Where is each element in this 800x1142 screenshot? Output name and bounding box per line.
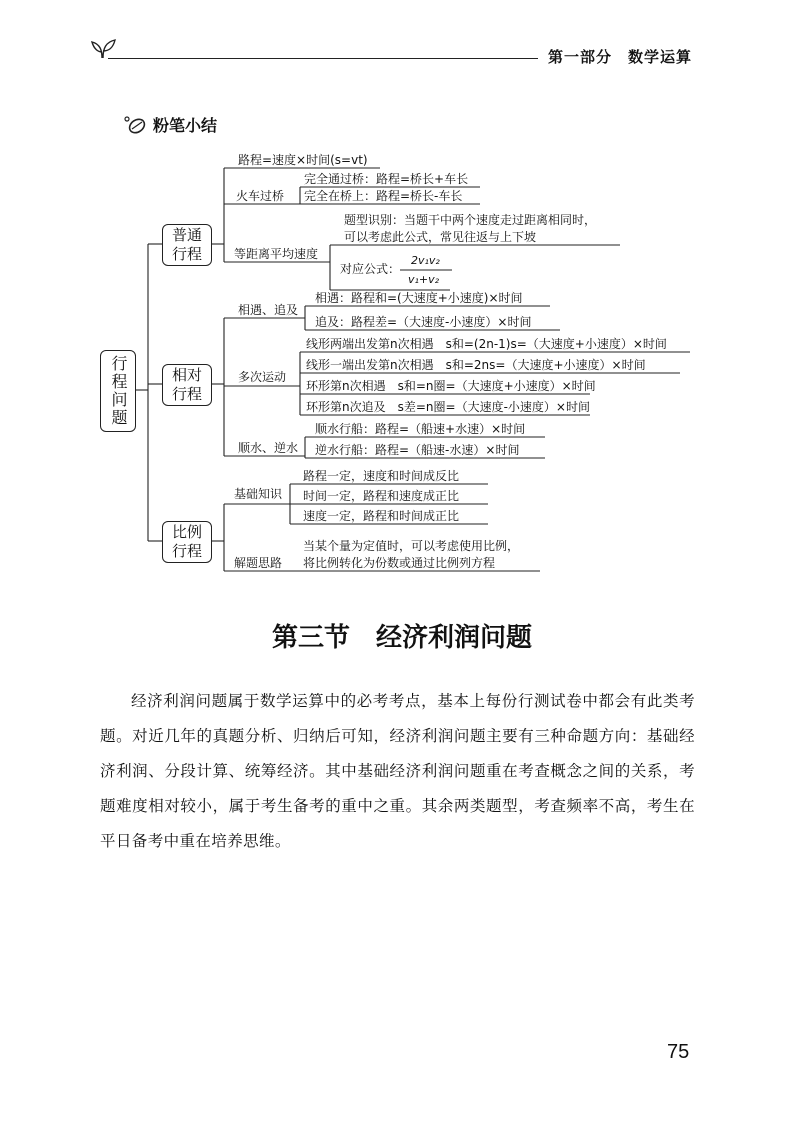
mindmap-root — [100, 350, 136, 432]
section-heading: 第三节 经济利润问题 — [272, 623, 533, 653]
boat-rule: 顺水行船：路程=（船速+水速）×时间 — [315, 422, 526, 436]
approach-text: 将比例转化为份数或通过比例列方程 — [303, 556, 496, 570]
summary-label: 粉笔小结 — [153, 116, 218, 135]
category-label: 相对行程 — [171, 366, 202, 403]
basics-label: 基础知识 — [234, 487, 283, 501]
basics-rule: 路程一定，速度和时间成反比 — [303, 469, 460, 483]
avg-speed-recognition: 可以考虑此公式，常见往返与上下坡 — [344, 230, 537, 244]
multi-label: 多次运动 — [238, 370, 287, 384]
header-title: 第一部分 数学运算 — [548, 48, 693, 66]
root-label: 行程问题 — [109, 355, 128, 427]
avg-speed-label: 等距离平均速度 — [234, 247, 319, 261]
multi-rule: 线形一端出发第n次相遇 s和=2ns=（大速度+小速度）×时间 — [306, 358, 646, 372]
basics-rule: 时间一定，路程和速度成正比 — [303, 489, 460, 503]
page-number: 75 — [667, 1041, 690, 1063]
category-box-ratio — [162, 521, 212, 563]
approach-label: 解题思路 — [234, 556, 283, 570]
multi-rule: 环形第n次追及 s差=n圈=（大速度-小速度）×时间 — [306, 400, 590, 414]
boat-rule: 逆水行船：路程=（船速-水速）×时间 — [315, 443, 520, 457]
multi-rule: 环形第n次相遇 s和=n圈=（大速度+小速度）×时间 — [306, 379, 596, 393]
formula-denominator: v₁+v₂ — [408, 273, 440, 286]
distance-formula: 路程=速度×时间(s=vt) — [238, 153, 368, 167]
meet-chase-rule: 相遇：路程和=(大速度+小速度)×时间 — [315, 291, 523, 305]
train-bridge-rule: 完全在桥上：路程=桥长-车长 — [304, 189, 463, 203]
category-box-relative — [162, 364, 212, 406]
meet-chase-label: 相遇、追及 — [238, 303, 299, 317]
category-box-normal — [162, 224, 212, 266]
boat-label: 顺水、逆水 — [238, 441, 299, 455]
approach-text: 当某个量为定值时，可以考虑使用比例， — [303, 539, 520, 553]
category-label: 比例行程 — [171, 523, 202, 560]
category-label: 普通行程 — [171, 226, 202, 263]
meet-chase-rule: 追及：路程差=（大速度-小速度）×时间 — [315, 315, 532, 329]
train-bridge-label: 火车过桥 — [236, 189, 285, 203]
basics-rule: 速度一定，路程和时间成正比 — [303, 509, 460, 523]
multi-rule: 线形两端出发第n次相遇 s和=(2n-1)s=（大速度+小速度）×时间 — [306, 337, 667, 351]
formula-label: 对应公式： — [340, 262, 401, 276]
formula-numerator: 2v₁v₂ — [411, 254, 440, 267]
avg-speed-recognition: 题型识别：当题干中两个速度走过距离相同时， — [344, 213, 597, 227]
train-bridge-rule: 完全通过桥：路程=桥长+车长 — [304, 172, 469, 186]
body-paragraph: 经济利润问题属于数学运算中的必考考点，基本上每份行测试卷中都会有此类考题。对近几年的真题分析、归纳后可知，经济利润问题主要有三种命题方向：基础经济利润、分段计算、统筹经济。其中基础经济利润问题重在考查概念之间的关系，考题难度相对较小，属于考生备考的重中之重。其余两类题型，考查频率不高，考生在平日备考中重在培养思维。 — [100, 692, 695, 850]
